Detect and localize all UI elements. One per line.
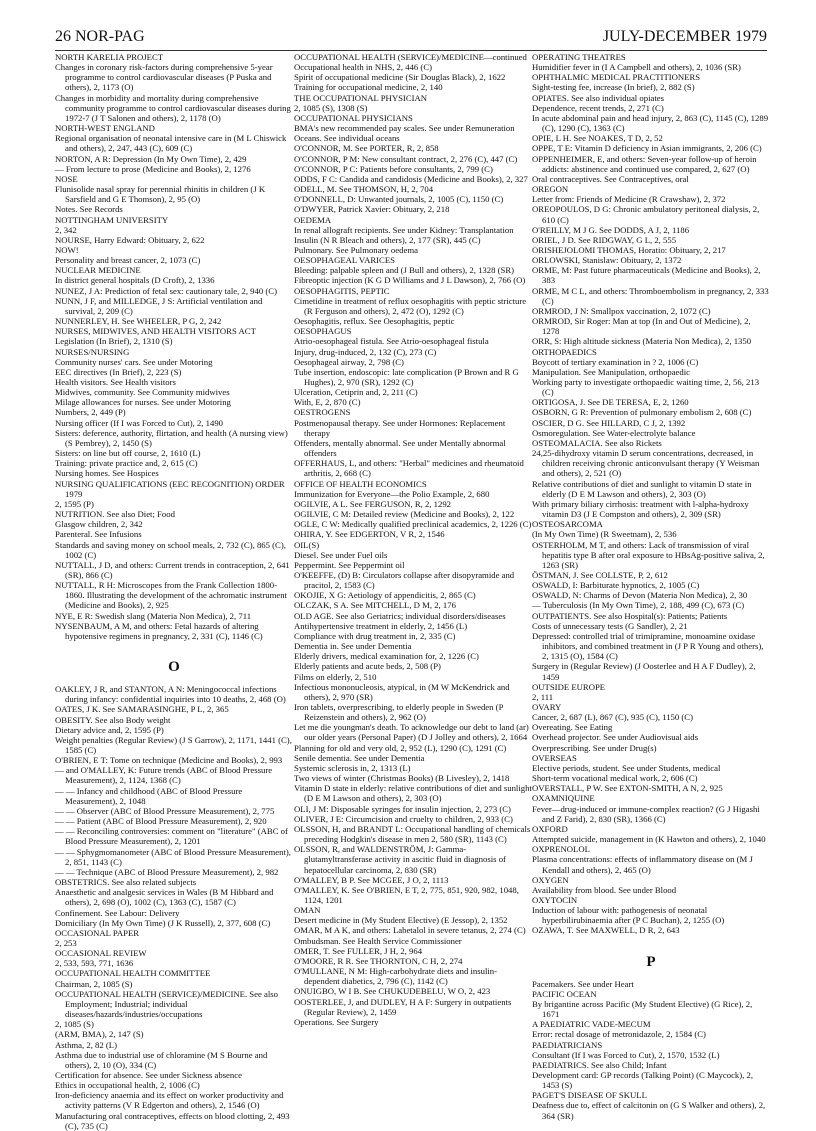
index-entry: ORIEL, J D. See RIDGWAY, G L, 2, 555 [532, 234, 677, 245]
index-entry: OOSTERLEE, J, and DUDLEY, H A F: Surgery in outpatients (Regular Review), 2, 1459 [294, 996, 512, 1017]
period-label: JULY-DECEMBER 1979 [602, 28, 767, 45]
index-entry: OSWALD, N: Charms of Devon (Materia Non Medica), 2, 30 [532, 590, 748, 601]
index-entry: ORMROD, J N: Smallpox vaccination, 2, 1072 (C) [532, 305, 711, 316]
index-entry: ONUIGBO, W I B. See CHUKUDEBELU, W O, 2, 423 [294, 986, 491, 997]
index-entry: Glasgow children, 2, 342 [55, 519, 143, 530]
index-entry: OSCIER, D G. See HILLARD, C J, 2, 1392 [532, 417, 686, 428]
index-entry: Bleeding: palpable spleen and (J Bull and others), 2, 1328 (SR) [294, 265, 515, 276]
index-entry: Sight-testing fee, increase (In brief), 2, 882 (S) [532, 82, 695, 93]
index-entry: Milage allowances for nurses. See under Motoring [55, 397, 231, 408]
index-entry: Films on elderly, 2, 510 [294, 671, 377, 682]
index-entry: — Tuberculosis (In My Own Time), 2, 188, 499 (C), 673 (C) [532, 600, 745, 611]
index-entry: ÖSTMAN, J. See COLLSTE, P, 2, 612 [532, 569, 668, 580]
index-entry: Osmoregulation. See Water-electrolyte balance [532, 427, 696, 438]
index-entry: OMAR, M A K, and others: Labetalol in severe tetanus, 2, 274 (C) [294, 925, 526, 936]
index-entry: OAKLEY, J R, and STANTON, A N: Meningococcal infections during infancy: confidential inquiries into 10 deaths, 2, 468 (O) [55, 684, 286, 705]
index-entry: OSTEOSARCOMA [532, 519, 603, 530]
index-entry: NORTH-WEST ENGLAND [55, 123, 155, 134]
index-entry: — From lecture to prose (Medicine and Books), 2, 1276 [55, 163, 251, 174]
index-entry: Two views of winter (Christmas Books) (B Livesley), 2, 1418 [294, 773, 510, 784]
index-entry: Changes in coronary risk-factors during comprehensive 5-year programme to control cardiovascular diseases (P Puska and others), 2, 1173 (O) [55, 62, 273, 93]
index-entry: OXYGEN [532, 874, 569, 885]
index-entry: ORME, M: Past future pharmaceuticals (Medicine and Books), 2, 383 [532, 265, 761, 286]
index-entry: Humidifier fever in (I A Campbell and others), 2, 1036 (SR) [532, 62, 741, 73]
index-entry: Consultant (If I was Forced to Cut), 2, 1570, 1532 (L) [532, 1049, 720, 1060]
index-entry: PAEDIATRICS. See also Child; Infant [532, 1059, 667, 1070]
index-entry: Insulin (N R Bleach and others), 2, 177 (SR), 445 (C) [294, 234, 481, 245]
index-entry: OHIRA, Y. See EDGERTON, V R, 2, 1546 [294, 529, 445, 540]
index-entry: Pacemakers. See under Heart [532, 978, 634, 989]
index-entry: ORLOWSKI, Stanislaw: Obituary, 2, 1372 [532, 255, 682, 266]
index-entry: — — Sphygmomanometer (ABC of Blood Pressure Measurement), 2, 851, 1143 (C) [55, 846, 291, 867]
index-entry: — and O'MALLEY, K: Future trends (ABC of Blood Pressure Measurement), 2, 1124, 1368 (C) [55, 765, 273, 786]
index-entry: ODELL, M. See THOMSON, H, 2, 704 [294, 184, 434, 195]
index-entry: OLSSON, H, and BRANDT L: Occupational handling of chemicals preceding Hodgkin's disease in men 2, 580 (SR), 1143 (C) [294, 823, 531, 845]
index-entry: OLIVER, J E: Circumcision and cruelty to children, 2, 933 (C) [294, 813, 513, 824]
index-entry: Midwives, community. See Community midwives [55, 387, 230, 398]
index-entry: O'MALLEY, B P. See MCGEE, J O, 2, 1113 [294, 874, 449, 885]
index-entry: Depressed: controlled trial of trimipramine, monoamine oxidase inhibitors, and combined treatment in (J P R Young and others), 2, 1315 (O), 1584 (C) [532, 630, 764, 662]
index-entry: OLD AGE. See also Geriatrics; individual disorders/diseases [294, 610, 506, 621]
index-entry: In acute abdominal pain and head injury, 2, 863 (C), 1145 (C), 1289 (C), 1290 (C), 1363 (C) [532, 112, 769, 134]
index-entry: OEDEMA [294, 214, 332, 225]
index-entry: OUTSIDE EUROPE [532, 681, 606, 692]
index-entry: OSTEOMALACIA. See also Rickets [532, 437, 662, 448]
index-entry: OMER, T. See FULLER, J H, 2, 964 [294, 945, 423, 956]
index-entry: OXPRENOLOL [532, 844, 590, 855]
index-entry: In renal allograft recipients. See under Kidney: Transplantation [294, 224, 514, 235]
index-entry: 2, 533, 593, 771, 1636 [55, 958, 134, 969]
index-entry: By brigantine across Pacific (My Student Elective) (G Rice), 2, 1671 [532, 998, 753, 1020]
index-entry: OIL(S) [294, 539, 320, 550]
index-entry: THE OCCUPATIONAL PHYSICIAN [294, 92, 428, 103]
index-entry: Changes in morbidity and mortality during comprehensive community programme to control cardiovascular diseases during 1972-7 (J T Salonen and others), 2, 1178 (O) [55, 92, 291, 123]
index-entry: Compliance with drug treatment in, 2, 335 (C) [294, 630, 456, 641]
index-entry: OPPE, T E: Vitamin D deficiency in Asian immigrants, 2, 206 (C) [532, 143, 762, 154]
page-header [55, 26, 767, 51]
index-entry: ODDS, F C: Candida and candidosis (Medicine and Books), 2, 327 [294, 173, 528, 184]
index-entry: OFFICE OF HEALTH ECONOMICS [294, 478, 427, 489]
index-entry: PAGET'S DISEASE OF SKULL [532, 1090, 647, 1101]
index-entry: Atrio-oesophageal fistula. See Atrio-oesophageal fistula [294, 336, 489, 347]
index-entry: OESTROGENS [294, 407, 351, 418]
index-entry: 2, 111 [532, 691, 554, 702]
index-entry: OXAMNIQUINE [532, 793, 595, 804]
index-entry: OVARY [532, 702, 562, 712]
index-entry: Ulceration, Cetiprin and, 2, 211 (C) [294, 387, 418, 398]
index-entry: In district general hospitals (D Croft), 2, 1336 [55, 275, 215, 286]
index-entry: OVERSEAS [532, 752, 577, 763]
page-label: 26 NOR-PAG [55, 28, 145, 45]
index-entry: — — Patient (ABC of Blood Pressure Measurement), 2, 920 [55, 816, 267, 827]
index-entry: 2, 1085 (S), 1308 (S) [294, 102, 368, 113]
index-entry: Occupational health in NHS, 2, 446 (C) [294, 62, 433, 73]
index-entry: NOTTINGHAM UNIVERSITY [55, 214, 169, 225]
index-entry: Asthma due to industrial use of chloramine (M S Bourne and others), 2, 10 (O), 334 (C) [55, 1049, 268, 1070]
index-entry: NUTTALL, R H: Microscopes from the Frank Collection 1800-1860. Illustrating the development of the achromatic instrument (Medicine and Books), 2, 925 [55, 580, 287, 611]
index-entry: OBESITY. See also Body weight [55, 714, 171, 725]
index-entry: Pulmonary. See Pulmonary oedema [294, 244, 418, 255]
index-entry: Relative contributions of diet and sunlight to vitamin D state in elderly (D E M Lawson and others), 2, 303 (O) [532, 478, 752, 499]
index-entry: Let me die youngman's death. To acknowledge our debt to land (ar) our older years (Personal Paper) (D J Jolley and others), 2, 1664 [294, 722, 529, 743]
index-entry: Domiciliary (In My Own Time) (J K Russell), 2, 377, 608 (C) [55, 917, 271, 928]
index-entry: Planning for old and very old, 2, 952 (L), 1290 (C), 1291 (C) [294, 742, 507, 753]
index-entry: Immunization for Everyone—the Polio Example, 2, 680 [294, 488, 490, 499]
index-entry: Antihypertensive treatment in elderly, 2, 1456 (L) [294, 620, 468, 631]
index-entry: With, E, 2, 870 (C) [294, 397, 361, 408]
index-entry: OVERSTALL, P W. See EXTON-SMITH, A N, 2, 925 [532, 783, 723, 794]
index-entry: OSBORN, G R: Prevention of pulmonary embolism 2, 608 (C) [532, 407, 752, 418]
index-entry: Overhead projector. See under Audiovisual aids [532, 732, 698, 743]
index-entry: O'REILLY, M J G. See DODDS, A J, 2, 1186 [532, 224, 690, 235]
index-entry: Weight penalties (Regular Review) (J S Garrow), 2, 1171, 1441 (C), 1585 (C) [55, 734, 292, 755]
index-entry: Training for occupational medicine, 2, 140 [294, 82, 443, 93]
index-entry: OCCUPATIONAL PHYSICIANS [294, 112, 413, 123]
index-entry: (ARM, BMA), 2, 147 (S) [55, 1029, 144, 1040]
index-entry: NUNNERLEY, H. See WHEELER, P G, 2, 242 [55, 316, 222, 327]
index-entry: A PAEDIATRIC VADE-MECUM [532, 1019, 651, 1030]
index-entry: NORTON, A R: Depression (In My Own Time), 2, 429 [55, 153, 247, 164]
index-entry: Deafness due to, effect of calcitonin on (G S Walker and others), 2, 364 (SR) [532, 1100, 766, 1121]
index-entry: ORISHEJOLOMI THOMAS, Horatio: Obituary, 2, 217 [532, 244, 726, 255]
index-entry: Injury, drug-induced, 2, 132 (C), 273 (C) [294, 346, 437, 357]
index-entry: OESOPHAGITIS, PEPTIC [294, 285, 390, 296]
index-entry: O'BRIEN, E T: Tome on technique (Medicine and Books), 2, 993 [55, 755, 283, 766]
index-entry: O'MOORE, R R. See THORNTON, C H, 2, 274 [294, 955, 463, 966]
index-entry: 2, 1085 (S) [55, 1019, 94, 1030]
index-entry: NYE, E R: Swedish slang (Materia Non Medica), 2, 711 [55, 610, 252, 621]
index-entry: Oesophageal airway, 2, 798 (C) [294, 356, 404, 367]
index-entry: Legislation (In Brief), 2, 1310 (S) [55, 336, 173, 347]
index-entry: Iron tablets, overprescribing, to elderly people in Sweden (P Reizenstein and others), 2, 962 (O) [294, 702, 504, 723]
index-entry: Boycott of tertiary examination in ? 2, 1006 (C) [532, 356, 699, 367]
index-entry: (In My Own Time) (R Sweetnam), 2, 536 [532, 529, 677, 540]
index-entry: — — Reconciling controversies: comment on "literature" (ABC of Blood Pressure Measurement), 2, 1201 [55, 826, 288, 847]
index-entry: Oral contraceptives. See Contraceptives, oral [532, 173, 689, 184]
index-entry: OCCUPATIONAL HEALTH (SERVICE)/MEDICINE—continued [294, 52, 527, 62]
spacer [55, 641, 293, 651]
index-entry: Offenders, mentally abnormal. See under Mentally abnormal offenders [294, 437, 506, 459]
index-entry: NUTRITION. See also Diet; Food [55, 509, 175, 520]
index-entry: PACIFIC OCEAN [532, 988, 597, 999]
index-entry: OGILVIE, A L. See FERGUSON, R, 2, 1292 [294, 498, 452, 509]
index-entry: NURSES, MIDWIVES, AND HEALTH VISITORS ACT [55, 326, 256, 337]
index-entry: OPHTHALMIC MEDICAL PRACTITIONERS [532, 72, 701, 83]
index-column-2 [294, 52, 532, 1097]
index-entry: OATES, J K. See SAMARASINGHE, P L, 2, 365 [55, 704, 229, 715]
index-entry: Manipulation. See Manipulation, orthopaedic [532, 366, 691, 377]
index-entry: ORTIGOSA, J. See DE TERESA, E, 2, 1260 [532, 397, 689, 408]
index-entry: Chairman, 2, 1085 (S) [55, 978, 133, 989]
index-entry: Elective periods, student. See under Students, medical [532, 762, 721, 773]
index-entry: Oesophagitis, reflux. See Oesophagitis, peptic [294, 316, 455, 327]
index-entry: OUTPATIENTS. See also Hospital(s): Patients; Patients [532, 610, 728, 621]
index-entry: Iron-deficiency anaemia and its effect on worker productivity and activity patterns (V R Edgerton and others), 2, 1546 (O) [55, 1090, 284, 1111]
index-entry: OPIATES. See also individual opiates [532, 92, 664, 103]
index-entry: OSWALD, I: Barbiturate hypnotics, 2, 1005 (C) [532, 580, 700, 591]
index-entry: OESOPHAGUS [294, 326, 352, 337]
index-entry: OKOJIE, X G: Aetiology of appendicitis, 2, 865 (C) [294, 590, 476, 601]
index-entry: Manufacturing oral contraceptives, effects on blood clotting, 2, 493 (C), 735 (C) [55, 1110, 290, 1131]
index-entry: Ethics in occupational health, 2, 1006 (C) [55, 1080, 200, 1091]
index-entry: NUTTALL, J D, and others: Current trends in contraception, 2, 641 (SR), 866 (C) [55, 559, 290, 580]
index-column-1 [55, 52, 293, 1131]
index-entry: Diesel. See under Fuel oils [294, 549, 388, 560]
index-entry: Parenteral. See Infusions [55, 529, 142, 540]
index-entry: NYSENBAUM, A M, and others: Fetal hazards of altering hypotensive regimens in pregnancy, 2, 331 (C), 1146 (C) [55, 620, 263, 641]
index-entry: Elderly drivers, medical examination for, 2, 1226 (C) [294, 651, 479, 662]
index-entry: EEC directives (In Brief), 2, 223 (S) [55, 366, 182, 377]
index-entry: Development card: GP records (Talking Point) (C Maycock), 2, 1453 (S) [532, 1070, 754, 1091]
index-entry: Sisters: deference, authority, flirtation, and health (A nursing view) (S Pembrey), 2, 1450 (S) [55, 427, 288, 448]
index-entry: Spirit of occupational medicine (Sir Douglas Black), 2, 1622 [294, 72, 506, 83]
index-entry: Systemic sclerosis in, 2, 1313 (L) [294, 762, 411, 773]
index-entry: Induction of labour with: pathogenesis of neonatal hyperbilirubinaemia after (P C Buchan), 2, 1255 (O) [532, 905, 725, 926]
index-entry: Working party to investigate orthopaedic waiting time, 2, 56, 213 (C) [532, 377, 760, 398]
index-entry: Regional organisation of neonatal intensive care in (M L Chiswick and others), 2, 247, 443 (C), 609 (C) [55, 133, 287, 154]
spacer [532, 936, 770, 946]
index-entry: OXYTOCIN [532, 894, 578, 905]
index-entry: 2, 342 [55, 224, 77, 235]
index-entry: OXFORD [532, 823, 568, 834]
index-entry: Dietary advice and, 2, 1595 (P) [55, 724, 164, 735]
index-entry: NOW! [55, 244, 79, 255]
index-entry: Short-term vocational medical work, 2, 606 (C) [532, 773, 698, 784]
index-entry: OCCUPATIONAL HEALTH (SERVICE)/MEDICINE. See also Employment; Industrial; individual diseases/hazards/industries/occupations [55, 988, 278, 1020]
index-entry: 24,25-dihydroxy vitamin D serum concentrations, decreased, in children receiving chronic anticonvulsant therapy (Y Weisman and others), 2, 521 (O) [532, 448, 760, 479]
index-entry: ORME, M C L, and others: Thromboembolism in pregnancy, 2, 333 (C) [532, 285, 769, 306]
index-entry: O'MALLEY, K. See O'BRIEN, E T, 2, 775, 851, 920, 982, 1048, 1124, 1201 [294, 884, 519, 905]
index-entry: Tube insertion, endoscopic: late complication (P Brown and R G Hughes), 2, 970 (SR), 1292 (C) [294, 366, 519, 387]
index-entry: O'DONNELL, D: Unwanted journals, 2, 1005 (C), 1150 (C) [294, 194, 504, 205]
index-entry: Elderly patients and acute beds, 2, 508 (P) [294, 661, 441, 672]
index-entry: NURSES/NURSING [55, 346, 130, 357]
index-entry: ORMROD, Sir Roger: Man at top (In and Out of Medicine), 2, 1278 [532, 316, 751, 337]
index-entry: Certification for absence. See under Sickness absence [55, 1070, 242, 1080]
index-entry: OMAN [294, 905, 321, 916]
index-entry: NUNN, J F, and MILLEDGE, J S: Artificial ventilation and survival, 2, 209 (C) [55, 295, 263, 316]
index-entry: — — Observer (ABC of Blood Pressure Measurement), 2, 775 [55, 805, 275, 816]
index-entry: Dependence, recent trends, 2, 271 (C) [532, 102, 664, 113]
index-entry: Surgery in (Regular Review) (J Oosterlee and H A F Dudley), 2, 1459 [532, 661, 756, 682]
index-entry: Anaesthetic and analgesic services in Wales (B M Hibbard and others), 2, 698 (O), 1002 (C), 1363 (C), 1587 (C) [55, 887, 274, 908]
index-entry: OGLE, C W: Medically qualified preclinical academics, 2, 1226 (C) [294, 519, 532, 530]
index-entry: Community nurses' cars. See under Motoring [55, 356, 213, 367]
index-entry: O'CONNOR, P M: New consultant contract, 2, 276 (C), 447 (C) [294, 153, 518, 164]
index-entry: O'DWYER, Patrick Xavier: Obituary, 2, 218 [294, 204, 450, 215]
index-entry: Costs of unnecessary tests (G Sandler), 2, 21 [532, 620, 688, 631]
index-entry: Letter from: Friends of Medicine (R Crawshaw), 2, 372 [532, 194, 726, 205]
index-entry: O'CONNOR, M. See PORTER, R, 2, 858 [294, 143, 439, 154]
index-entry: O'MULLANE, N M: High-carbohydrate diets and insulin-dependent diabetics, 2, 796 (C), 1142 (C) [294, 966, 498, 987]
index-entry: Cancer, 2, 687 (L), 867 (C), 935 (C), 1150 (C) [532, 712, 693, 723]
index-entry: Dementia in. See under Dementia [294, 641, 412, 652]
index-entry: PAEDIATRICIANS [532, 1039, 603, 1050]
index-entry: Training: private practice and, 2, 615 (C) [55, 458, 198, 469]
index-entry: Operations. See Surgery [294, 1016, 379, 1027]
index-entry: O'KEEFFE, (D) B: Circulators collapse after disopyramide and pracitol, 2, 1583 (C) [294, 569, 515, 591]
index-entry: Notes. See Records [55, 204, 123, 215]
index-entry: Nursing officer (If I was Forced to Cut), 2, 1490 [55, 417, 224, 428]
index-entry: Error: rectal dosage of metronidazole, 2, 1584 (C) [532, 1029, 706, 1040]
index-entry: Postmenopausal therapy. See under Hormones: Replacement therapy [294, 417, 506, 438]
index-entry: Overeating. See Eating [532, 722, 613, 733]
index-entry: NOURSE, Harry Edward: Obituary, 2, 622 [55, 234, 205, 245]
index-entry: OCCASIONAL REVIEW [55, 948, 147, 959]
index-entry: Health visitors. See Health visitors [55, 377, 176, 387]
index-entry: Flunisolide nasal spray for perennial rhinitis in children (J K Sarsfield and G E Thomson), 2, 95 (O) [55, 184, 266, 205]
index-entry: OPPENHEIMER, E, and others: Seven-year follow-up of heroin addicts: abstinence and continued use compared, 2, 627 (O) [532, 153, 757, 174]
index-entry: Availability from blood. See under Blood [532, 884, 677, 895]
index-entry: Fever—drug-induced or immune-complex reaction? (G J Higashi and Z Farid), 2, 830 (SR), 1366 (C) [532, 803, 760, 824]
index-entry: Overprescribing. See under Drug(s) [532, 742, 657, 753]
index-entry: — — Infancy and childhood (ABC of Blood Pressure Measurement), 2, 1048 [55, 785, 243, 806]
index-entry: Plasma concentrations: effects of inflammatory disease on (M J Kendall and others), 2, 465 (O) [532, 854, 753, 875]
index-entry: OREGON [532, 184, 569, 195]
index-entry: ORTHOPAEDICS [532, 346, 597, 357]
index-entry: ORR, S: High altitude sickness (Materia Non Medica), 2, 1350 [532, 336, 752, 347]
index-entry: Infectious mononucleosis, atypical, in (M W McKendrick and others), 2, 970 (SR) [294, 681, 510, 702]
section-letter: O [168, 659, 180, 676]
index-entry: OPERATING THEATRES [532, 52, 626, 62]
index-entry: Nursing homes. See Hospices [55, 468, 159, 479]
index-entry: OLI, J M: Disposable syringes for insulin injection, 2, 273 (C) [294, 803, 511, 814]
index-entry: With primary biliary cirrhosis: treatment with l-alpha-hydroxy vitamin D3 (J E Compston and others), 2, 309 (SR) [532, 498, 749, 520]
index-entry: Attempted suicide, management in (K Hawton and others), 2, 1040 [532, 834, 766, 845]
section-letter: P [646, 953, 656, 970]
index-entry: OCCASIONAL PAPER [55, 927, 140, 938]
index-entry: OBSTETRICS. See also related subjects [55, 877, 197, 888]
index-entry: OLCZAK, S A. See MITCHELL, D M, 2, 176 [294, 600, 456, 611]
index-entry: Vitamin D state in elderly: relative contributions of diet and sunlight (D E M Lawson and others), 2, 303 (O) [294, 783, 532, 804]
index-entry: OZAWA, T. See MAXWELL, D R, 2, 643 [532, 925, 680, 936]
index-entry: Asthma, 2, 82 (L) [55, 1039, 118, 1050]
index-entry: — — Technique (ABC of Blood Pressure Measurement), 2, 982 [55, 866, 279, 877]
index-entry: Numbers, 2, 449 (P) [55, 407, 126, 418]
index-entry: Senile dementia. See under Dementia [294, 752, 425, 763]
index-entry: NORTH KARELIA PROJECT [55, 52, 164, 62]
index-entry: OPIE, L H. See NOAKES, T D, 2, 52 [532, 133, 663, 144]
index-entry: NUNEZ, J A: Prediction of fetal sex: cautionary tale, 2, 940 (C) [55, 285, 277, 296]
index-entry: Desert medicine in (My Student Elective) (E Jessop), 2, 1352 [294, 915, 508, 926]
index-entry: OESOPHAGEAL VARICES [294, 255, 395, 266]
index-entry: NUCLEAR MEDICINE [55, 265, 141, 276]
index-entry: Personality and breast cancer, 2, 1073 (C) [55, 255, 201, 266]
index-entry: NOSE [55, 173, 78, 184]
index-column-3 [532, 52, 770, 1121]
index-entry: OGILVIE, C M: Detailed review (Medicine and Books), 2, 122 [294, 509, 515, 520]
index-entry: Fibreoptic injection (K G D Williams and J L Dawson), 2, 766 (O) [294, 275, 526, 286]
index-entry: Sisters: on line but off course, 2, 1610 (L) [55, 448, 201, 459]
index-entry: Peppermint. See Peppermint oil [294, 559, 405, 570]
index-entry: OSTERHOLM, M T, and others: Lack of transmission of viral hepatitis type B after oral exposure to HBsAg-positive saliva, 2, 1263 (SR) [532, 539, 765, 570]
index-entry: Cimetidine in treatment of reflux oesophagitis with peptic stricture (R Ferguson and others), 2, 472 (O), 1292 (C) [294, 295, 527, 316]
index-entry: Standards and saving money on school meals, 2, 732 (C), 865 (C), 1002 (C) [55, 539, 286, 560]
index-entry: 2, 253 [55, 937, 77, 948]
index-entry: OFFERHAUS, L, and others: "Herbal" medicines and rheumatoid arthritis, 2, 668 (C) [294, 458, 524, 479]
index-entry: Ombudsman. See Health Service Commissioner [294, 935, 462, 946]
index-entry: OREOPOULOS, D G: Chronic ambulatory peritoneal dialysis, 2, 610 (C) [532, 204, 760, 225]
index-entry: NURSING QUALIFICATIONS (EEC RECOGNITION) ORDER 1979 [55, 478, 285, 499]
index-entry: 2, 1595 (P) [55, 498, 94, 509]
index-entry: OCCUPATIONAL HEALTH COMMITTEE [55, 968, 211, 979]
index-entry: O'CONNOR, P C: Patients before consultants, 2, 799 (C) [294, 163, 493, 174]
index-entry: Oceans. See individual oceans [294, 133, 400, 144]
index-entry: Confinement. See Labour: Delivery [55, 907, 180, 918]
index-entry: BMA's new recommended pay scales. See under Remuneration [294, 123, 515, 134]
index-entry: OLSSON, R, and WALDENSTRÖM, J: Gamma-glutamyltransferase activity in ascitic fluid in diagnosis of hepatocellular carcinoma, 2, 830 (SR) [294, 844, 506, 875]
